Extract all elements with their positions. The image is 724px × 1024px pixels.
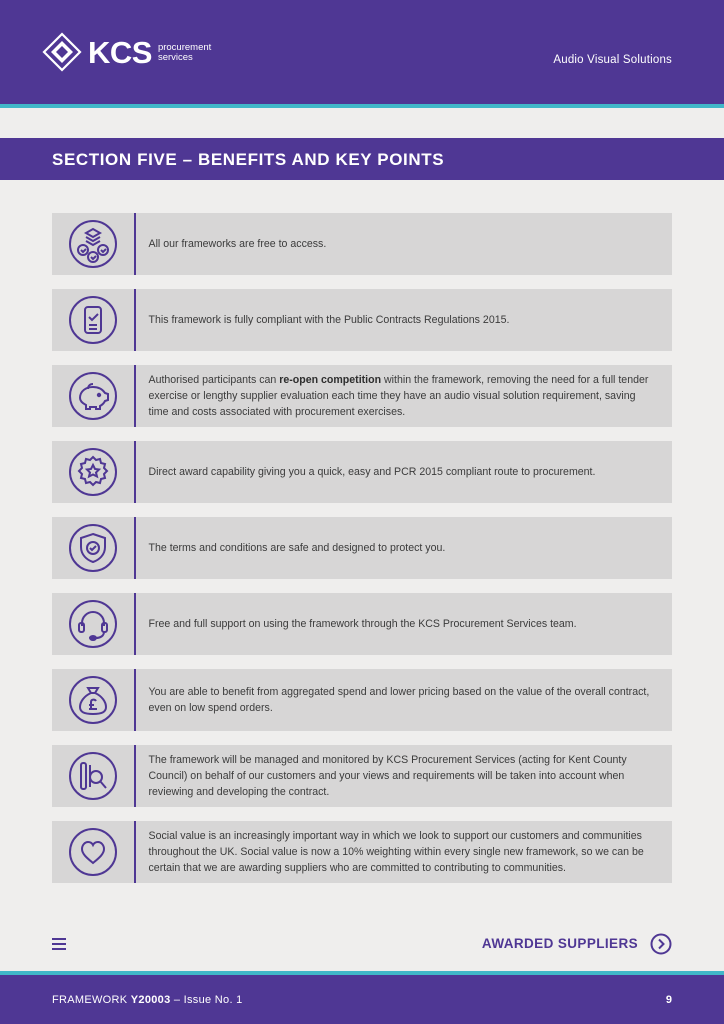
benefit-row	[52, 365, 672, 427]
chevron-right-icon[interactable]	[650, 933, 672, 955]
magnifier-report-icon	[68, 751, 118, 801]
benefit-text: Social value is an increasingly important way in which we look to support our customers and communities throughout the UK. Social value is now a 10% weighting within every single new framework, so we can be certain that we are awarding suppliers who are committed to contributing to communities.	[148, 830, 644, 874]
benefit-row	[52, 517, 672, 579]
menu-icon[interactable]	[52, 938, 66, 950]
benefit-text-part: within the framework, removing the need for a full tender exercise or lengthy supplier evaluation each time they have an audio visual solution requirement, saving time and costs associated with procurement exercises.	[148, 374, 649, 418]
shield-check-icon	[68, 523, 118, 573]
money-bag-icon	[68, 675, 118, 725]
logo-subtitle-line1: procurement	[157, 42, 212, 53]
awarded-suppliers-link[interactable]: AWARDED SUPPLIERS	[481, 936, 638, 951]
logo-subtitle-line2: services	[157, 52, 193, 63]
benefit-text: Direct award capability giving you a quick, easy and PCR 2015 compliant route to procurement.	[148, 466, 596, 478]
page-footer	[0, 975, 724, 1024]
headset-icon	[68, 599, 118, 649]
header-accent-rule	[0, 104, 724, 108]
benefit-text: The framework will be managed and monitored by KCS Procurement Services (acting for Kent County Council) on behalf of our customers and your views and requirements will be taken into account when reviewing and developing the contract.	[148, 754, 627, 798]
benefit-text-emphasis: re-open competition	[279, 374, 382, 386]
benefit-text-part: Authorised participants can	[148, 374, 280, 386]
coins-checklist-icon	[68, 219, 118, 269]
benefit-text	[136, 372, 673, 420]
benefit-row	[52, 669, 672, 731]
compliance-document-icon	[68, 295, 118, 345]
benefit-text: The terms and conditions are safe and designed to protect you.	[148, 542, 446, 554]
kcs-logo-mark-icon	[42, 32, 82, 72]
benefit-text: All our frameworks are free to access.	[148, 238, 327, 250]
issue-number: – Issue No. 1	[170, 994, 243, 1006]
benefits-list	[52, 213, 672, 897]
page-header	[0, 0, 724, 104]
benefit-row	[52, 821, 672, 883]
section-banner	[0, 138, 724, 180]
logo-wordmark: KCS	[88, 34, 152, 70]
benefit-row	[52, 441, 672, 503]
heart-icon	[68, 827, 118, 877]
section-title: SECTION FIVE – BENEFITS AND KEY POINTS	[52, 150, 445, 169]
logo-subtitle	[158, 43, 211, 63]
benefit-text: This framework is fully compliant with the Public Contracts Regulations 2015.	[148, 314, 510, 326]
benefit-text: You are able to benefit from aggregated spend and lower pricing based on the value of the overall contract, even on low spend orders.	[148, 686, 650, 714]
kcs-logo[interactable]	[42, 32, 211, 72]
benefit-row	[52, 745, 672, 807]
piggy-bank-icon	[68, 371, 118, 421]
page-navigation	[52, 930, 672, 960]
framework-label: FRAMEWORK	[52, 994, 128, 1006]
benefit-row	[52, 593, 672, 655]
framework-code: Y20003	[130, 994, 171, 1006]
award-badge-icon	[68, 447, 118, 497]
framework-reference	[52, 994, 243, 1006]
document-title: Audio Visual Solutions	[553, 54, 672, 66]
benefit-row	[52, 289, 672, 351]
page-number: 9	[665, 994, 672, 1006]
benefit-text: Free and full support on using the framework through the KCS Procurement Services team.	[148, 618, 577, 630]
benefit-row	[52, 213, 672, 275]
